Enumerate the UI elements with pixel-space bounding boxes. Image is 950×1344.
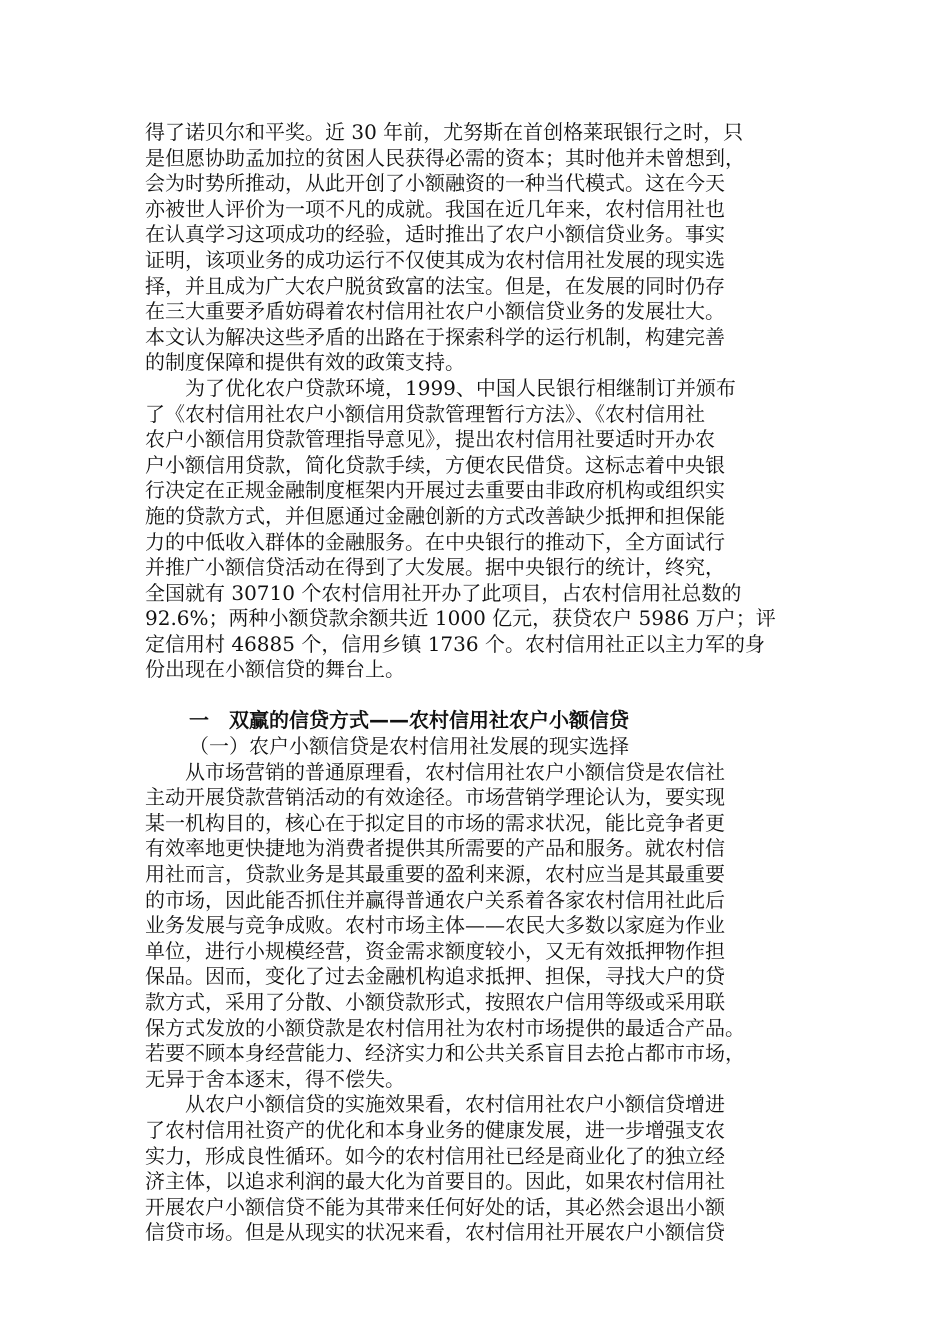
section-heading: 一 双赢的信贷方式——农村信用社农户小额信贷 — [189, 708, 629, 733]
text-line: 保方式发放的小额贷款是农村信用社为农村市场提供的最适合产品。 — [145, 1015, 745, 1040]
paragraph-4 — [145, 1092, 815, 1246]
text-line: 为了优化农户贷款环境，1999、中国人民银行相继制订并颁布 — [145, 375, 736, 400]
text-line: 得了诺贝尔和平奖。近 30 年前，尤努斯在首创格莱珉银行之时，只 — [145, 120, 744, 144]
text-line: 开展农户小额信贷不能为其带来任何好处的话，其必然会退出小额 — [145, 1194, 725, 1219]
text-line: 款方式，采用了分散、小额贷款形式，按照农户信用等级或采用联 — [145, 990, 725, 1014]
text-line: 实力，形成良性循环。如今的农村信用社已经是商业化了的独立经 — [145, 1143, 725, 1168]
text-line: 在三大重要矛盾妨碍着农村信用社农户小额信贷业务的发展壮大。 — [145, 299, 725, 324]
text-line: 若要不顾本身经营能力、经济实力和公共关系盲目去抢占都市市场， — [145, 1041, 745, 1066]
text-line: 户小额信用贷款，简化贷款手续，方便农民借贷。这标志着中央银 — [145, 452, 725, 477]
paragraph-3 — [145, 760, 815, 1093]
text-line: 亦被世人评价为一项不凡的成就。我国在近几年来，农村信用社也 — [145, 196, 725, 221]
text-line: 业务发展与竞争成败。农村市场主体——农民大多数以家庭为作业 — [145, 913, 725, 938]
text-line: 行决定在正规金融制度框架内开展过去重要由非政府机构或组织实 — [145, 478, 725, 503]
text-line: 信贷市场。但是从现实的状况来看，农村信用社开展农户小额信贷 — [145, 1220, 725, 1245]
text-line: 用社而言，贷款业务是其最重要的盈利来源，农村应当是其最重要 — [145, 862, 725, 887]
text-line: 定信用村 46885 个，信用乡镇 1736 个。农村信用社正以主力军的身 — [145, 631, 765, 656]
text-line: 证明，该项业务的成功运行不仅使其成为农村信用社发展的现实选 — [145, 247, 725, 272]
text-line: 的市场，因此能否抓住并赢得普通农户关系着各家农村信用社此后 — [145, 887, 725, 912]
paragraph-2 — [145, 376, 815, 683]
paragraph-1 — [145, 120, 815, 376]
text-line: 并推广小额信贷活动在得到了大发展。据中央银行的统计，终究， — [145, 555, 725, 580]
text-line: 保品。因而，变化了过去金融机构追求抵押、担保，寻找大户的贷 — [145, 964, 725, 989]
text-line: 92.6%；两种小额贷款余额共近 1000 亿元，获贷农户 5986 万户；评 — [145, 606, 776, 631]
text-line: 了农村信用社资产的优化和本身业务的健康发展，进一步增强支农 — [145, 1117, 725, 1142]
subsection-heading: （一）农户小额信贷是农村信用社发展的现实选择 — [189, 734, 629, 759]
text-line: 全国就有 30710 个农村信用社开办了此项目，占农村信用社总数的 — [145, 580, 742, 605]
text-line: 单位，进行小规模经营，资金需求额度较小，又无有效抵押物作担 — [145, 938, 725, 963]
text-line: 是但愿协助孟加拉的贫困人民获得必需的资本；其时他并未曾想到， — [145, 145, 745, 170]
text-line: 无异于舍本逐末，得不偿失。 — [145, 1066, 405, 1091]
text-line: 施的贷款方式，并但愿通过金融创新的方式改善缺少抵押和担保能 — [145, 503, 725, 528]
text-line: 本文认为解决这些矛盾的出路在于探索科学的运行机制，构建完善 — [145, 324, 725, 349]
text-line: 某一机构目的，核心在于拟定目的市场的需求状况，能比竞争者更 — [145, 810, 725, 835]
paragraph-spacer — [145, 683, 815, 707]
text-line: 会为时势所推动，从此开创了小额融资的一种当代模式。这在今天 — [145, 171, 725, 196]
text-line: 济主体，以追求利润的最大化为首要目的。因此，如果农村信用社 — [145, 1169, 725, 1194]
text-line: 从市场营销的普通原理看，农村信用社农户小额信贷是农信社 — [145, 759, 725, 784]
text-line: 有效率地更快捷地为消费者提供其所需要的产品和服务。就农村信 — [145, 836, 725, 861]
text-line: 从农户小额信贷的实施效果看，农村信用社农户小额信贷增进 — [145, 1092, 725, 1117]
text-line: 的制度保障和提供有效的政策支持。 — [145, 350, 465, 375]
text-line: 份出现在小额信贷的舞台上。 — [145, 657, 405, 682]
text-line: 择，并且成为广大农户脱贫致富的法宝。但是，在发展的同时仍存 — [145, 273, 725, 298]
text-line: 在认真学习这项成功的经验，适时推出了农户小额信贷业务。事实 — [145, 222, 725, 247]
document-page — [145, 120, 815, 1246]
text-line: 农户小额信用贷款管理指导意见》，提出农村信用社要适时开办农 — [145, 427, 715, 452]
text-line: 了《农村信用社农户小额信用贷款管理暂行方法》、《农村信用社 — [145, 401, 705, 426]
text-line: 主动开展贷款营销活动的有效途径。市场营销学理论认为，要实现 — [145, 785, 725, 810]
text-line: 力的中低收入群体的金融服务。在中央银行的推动下，全方面试行 — [145, 529, 725, 554]
